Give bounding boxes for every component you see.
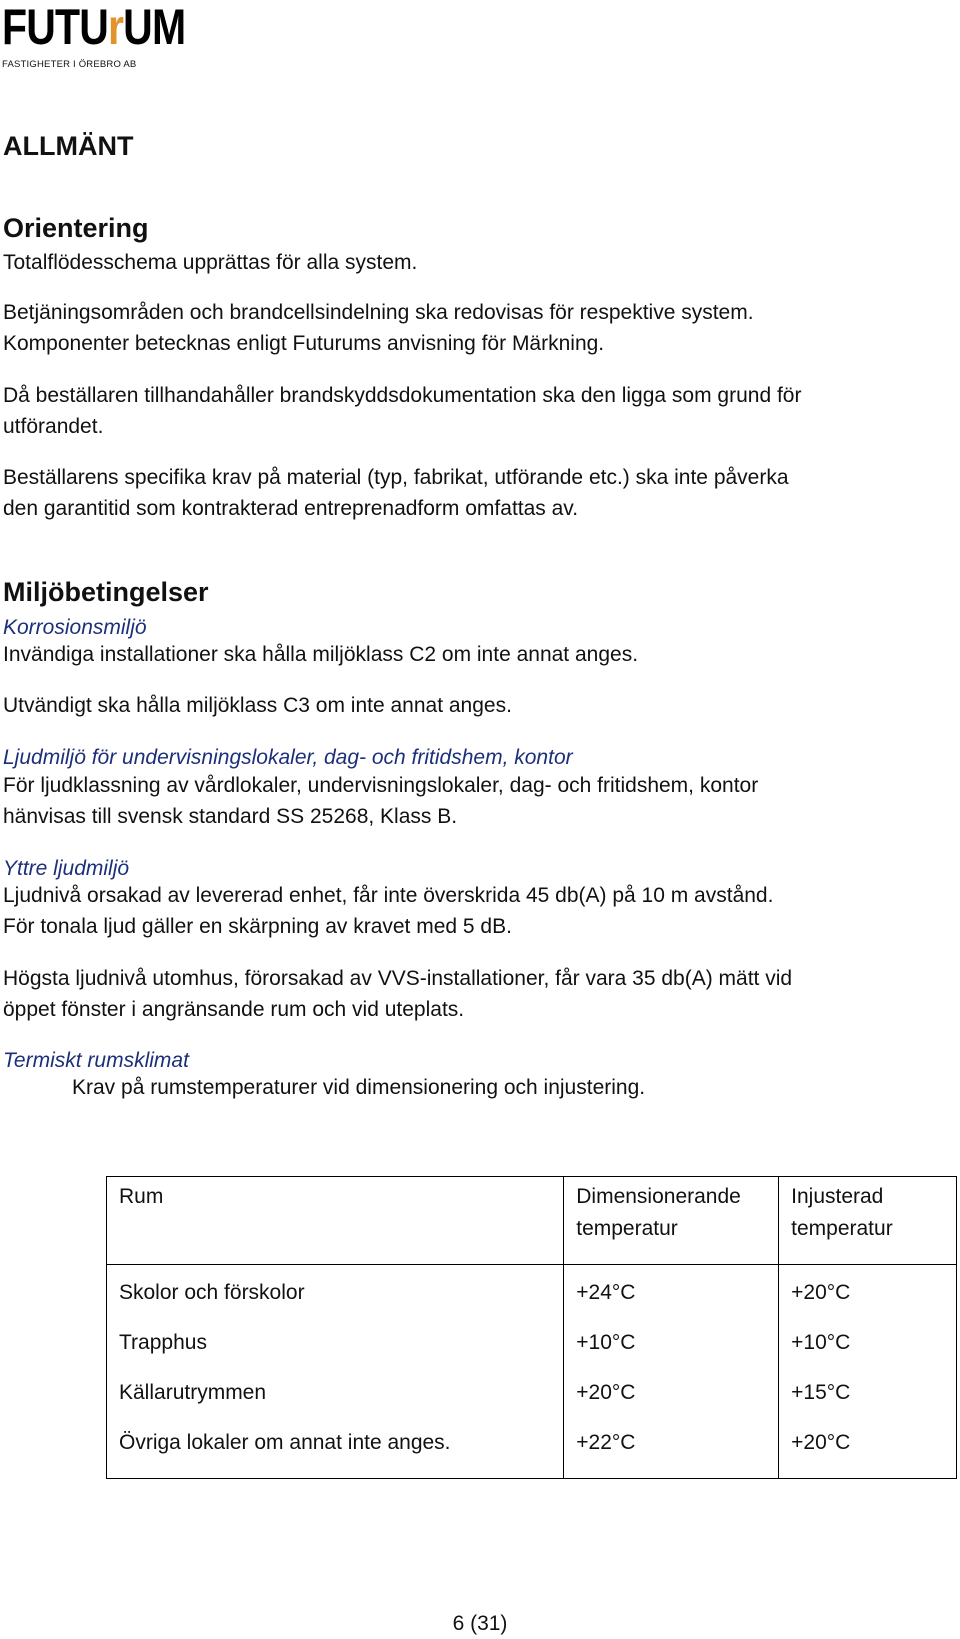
table-cell: +22°C — [564, 1414, 779, 1478]
table-cell: Skolor och förskolor — [107, 1265, 564, 1315]
yttre-ljudmiljo-line: För tonala ljud gäller en skärpning av kravet med 5 dB. — [3, 915, 512, 938]
table-cell: Trapphus — [107, 1314, 564, 1364]
temperature-table — [106, 1176, 957, 1479]
orientering-line: Totalflödesschema upprättas för alla system. — [3, 251, 418, 274]
orientering-line: Komponenter betecknas enligt Futurums anvisning för Märkning. — [3, 332, 605, 355]
table-cell: +20°C — [779, 1414, 957, 1478]
table-cell: +10°C — [564, 1314, 779, 1364]
ljudmiljo-line: För ljudklassning av vårdlokaler, undervisningslokaler, dag- och fritidshem, kontor — [3, 774, 759, 797]
logo-wordmark: FUTUrUM — [2, 0, 186, 55]
table-header-cell: Rum — [107, 1177, 564, 1265]
ljudmiljo-subheading: Ljudmiljö för undervisningslokaler, dag- och fritidshem, kontor — [3, 746, 573, 769]
table-cell: +24°C — [564, 1265, 779, 1315]
termiskt-subheading: Termiskt rumsklimat — [3, 1049, 189, 1072]
logo-subtitle: FASTIGHETER I ÖREBRO AB — [2, 59, 137, 70]
page-number: 6 (31) — [452, 1612, 508, 1635]
table-cell: Övriga lokaler om annat inte anges. — [107, 1414, 564, 1478]
table-header-cell: Dimensionerande temperatur — [564, 1177, 779, 1265]
ljudmiljo-line: hänvisas till svensk standard SS 25268, Klass B. — [3, 805, 458, 828]
table-cell: +15°C — [779, 1364, 957, 1414]
orientering-line: Beställarens specifika krav på material (typ, fabrikat, utförande etc.) ska inte påverka — [3, 466, 789, 489]
orientering-line: utförandet. — [3, 415, 104, 438]
orientering-line: den garantitid som kontrakterad entreprenadform omfattas av. — [3, 497, 579, 520]
table-cell: +10°C — [779, 1314, 957, 1364]
yttre-ljudmiljo-line: Ljudnivå orsakad av levererad enhet, får inte överskrida 45 db(A) på 10 m avstånd. — [3, 884, 774, 907]
futurum-logo — [2, 2, 202, 74]
orientering-line: Då beställaren tillhandahåller brandskyddsdokumentation ska den ligga som grund för — [3, 384, 802, 407]
korrosion-line: Invändiga installationer ska hålla miljöklass C2 om inte annat anges. — [3, 643, 639, 666]
table-row — [107, 1314, 957, 1364]
yttre-ljudmiljo-line: öppet fönster i angränsande rum och vid uteplats. — [3, 998, 465, 1021]
section-title: ALLMÄNT — [3, 131, 134, 161]
table-header-cell: Injusterad temperatur — [779, 1177, 957, 1265]
table-cell: +20°C — [779, 1265, 957, 1315]
table-row — [107, 1265, 957, 1315]
table-cell: Källarutrymmen — [107, 1364, 564, 1414]
yttre-ljudmiljo-subheading: Yttre ljudmiljö — [3, 857, 130, 880]
table-header-row — [107, 1177, 957, 1265]
yttre-ljudmiljo-line: Högsta ljudnivå utomhus, förorsakad av VVS-installationer, får vara 35 db(A) mätt vid — [3, 967, 793, 990]
table-row — [107, 1364, 957, 1414]
termiskt-intro: Krav på rumstemperaturer vid dimensionering och injustering. — [72, 1076, 646, 1099]
orientering-line: Betjäningsområden och brandcellsindelning ska redovisas för respektive system. — [3, 301, 754, 324]
table-row — [107, 1414, 957, 1478]
korrosion-subheading: Korrosionsmiljö — [3, 616, 147, 639]
korrosion-line: Utvändigt ska hålla miljöklass C3 om inte annat anges. — [3, 694, 512, 717]
orientering-heading: Orientering — [3, 213, 149, 243]
table-cell: +20°C — [564, 1364, 779, 1414]
miljobetingelser-heading: Miljöbetingelser — [3, 577, 209, 607]
